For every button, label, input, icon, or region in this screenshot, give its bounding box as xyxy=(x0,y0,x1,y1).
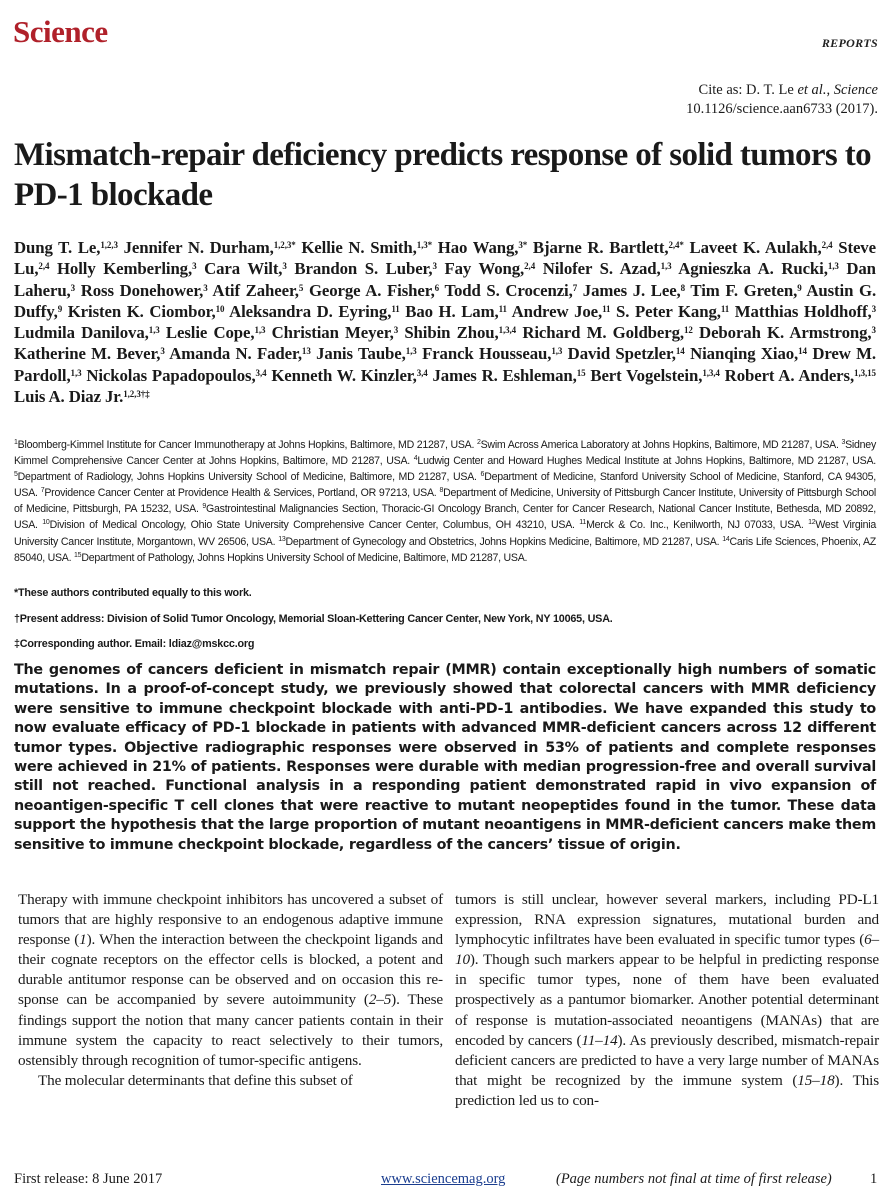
author-affiliation-marker: 3 xyxy=(871,303,876,314)
author-name: Brandon S. Luber,$^3$ xyxy=(294,259,437,279)
article-title: Mismatch-repair deficiency predicts response of solid tumors to PD-1 blockade xyxy=(14,137,872,213)
reference-citation[interactable]: 11–14 xyxy=(581,1031,618,1049)
author-affiliation-marker: 7 xyxy=(572,282,578,293)
author-affiliation-marker: 1,3 xyxy=(660,261,672,272)
author-affiliation-marker: 3 xyxy=(282,261,287,272)
author-name: Deborah K. Armstrong,$^3$ xyxy=(699,323,876,343)
affiliation-number: 1 xyxy=(14,439,18,446)
reference-citation[interactable]: 15–18 xyxy=(797,1071,835,1089)
author-name: Ross Donehower,$^3$ xyxy=(80,280,208,300)
author-name: Austin G. Duffy,$^9$ xyxy=(14,280,877,321)
affiliation-number: 2 xyxy=(476,439,481,446)
affiliation-text: West Virginia University Cancer Institute, Morgantown, WV 26506, USA. xyxy=(14,519,876,548)
author-name: James J. Lee,$^8$ xyxy=(582,280,686,300)
author-name: Aleksandra D. Eyring,$^{11}$ xyxy=(229,301,400,321)
author-affiliation-marker: 1,3,15 xyxy=(854,367,876,378)
affiliation-number: 6 xyxy=(480,471,485,479)
author-name: David Spetzler,$^{14}$ xyxy=(567,344,685,364)
author-affiliation-marker: 3 xyxy=(70,282,76,293)
author-affiliation-marker: 1,3 xyxy=(148,325,160,336)
author-name: James R. Eshleman,$^{15}$ xyxy=(432,365,586,385)
body-paragraph: Therapy with immune checkpoint inhibitors has uncovered a subset of tumors that are highly responsive to an endogenous adaptive immune response (1). When the interaction between the checkpoint ligands and their cognate receptors on the effector cells is blocked, a potent and durable antitumor response can be observed and on occasion this response can be accompanied by severe autoimmunity (2–5). These findings support the notion that many cancer patients contain in their immune system the capacity to react selectively to their tumors, ostensibly through recognition of tumor-specific antigens. xyxy=(18,891,443,1069)
author-name: Richard M. Goldberg,$^{12}$ xyxy=(522,323,693,343)
author-affiliation-marker: 12 xyxy=(684,325,693,336)
author-affiliation-marker: 3 xyxy=(393,325,399,336)
affiliation-number: 5 xyxy=(14,471,18,479)
affiliation-list xyxy=(14,437,876,566)
affiliation-number: 4 xyxy=(413,455,418,463)
affiliation-text: Department of Medicine, Stanford University School of Medicine, Stanford, CA 94305, USA. xyxy=(14,471,876,500)
body-column-right xyxy=(455,890,879,1111)
affiliation-number: 11 xyxy=(579,519,587,527)
author-name: Katherine M. Bever,$^3$ xyxy=(14,344,165,364)
author-affiliation-marker: 10 xyxy=(215,303,225,314)
affiliation-text: Providence Cancer Center at Providence Health & Services, Portland, OR 97213, USA. xyxy=(44,487,440,500)
author-affiliation-marker: 3 xyxy=(192,261,197,272)
author-affiliation-marker: 2,4* xyxy=(668,240,684,250)
cite-journal: Science xyxy=(833,82,878,98)
author-name: George A. Fisher,$^6$ xyxy=(308,280,440,300)
affiliation-text: Department of Gynecology and Obstetrics, Johns Hopkins Medicine, Baltimore, MD 21287, USA. xyxy=(285,535,723,548)
affiliation-text: Bloomberg-Kimmel Institute for Cancer Immunotherapy at Johns Hopkins, Baltimore, MD 21287, USA. xyxy=(17,439,477,451)
affiliation-number: 15 xyxy=(74,551,82,559)
affiliation-text: Department of Radiology, Johns Hopkins University School of Medicine, Baltimore, MD 21287, USA. xyxy=(17,471,481,484)
author-affiliation-marker: 1,3,4 xyxy=(702,367,720,378)
author-affiliation-marker: 2,4 xyxy=(524,261,536,272)
author-name: Bjarne R. Bartlett,$^{2,4*}$ xyxy=(532,238,684,257)
cite-prefix: Cite as: D. T. Le xyxy=(698,82,798,98)
affiliation-text: Merck & Co. Inc., Kenilworth, NJ 07033, USA. xyxy=(586,519,809,532)
author-name: Holly Kemberling,$^3$ xyxy=(56,259,197,279)
corresponding-author-note: ‡Corresponding author. Email: ldiaz@mskcc.org xyxy=(14,638,255,650)
author-affiliation-marker: 3 xyxy=(871,325,876,336)
cite-comma: , xyxy=(826,82,834,98)
author-affiliation-marker: 1,2,3 xyxy=(100,240,118,250)
author-affiliation-marker: 1,3 xyxy=(254,325,266,336)
affiliation-number: 8 xyxy=(439,487,444,495)
body-column-left xyxy=(18,890,443,1091)
author-affiliation-marker: 2,4 xyxy=(821,240,833,250)
affiliation-text: Division of Medical Oncology, Ohio State University Comprehensive Cancer Center, Columbus, OH 43210, USA. xyxy=(49,519,580,532)
author-name: Laveet K. Aulakh,$^{2,4}$ xyxy=(689,238,833,257)
reference-citation[interactable]: 2–5 xyxy=(368,991,392,1009)
journal-logo[interactable]: Science xyxy=(13,14,108,49)
present-address-note: †Present address: Division of Solid Tumor Oncology, Memorial Sloan-Kettering Cancer Center, New York, NY 10065, USA. xyxy=(14,613,613,625)
doi-line: 10.1126/science.aan6733 (2017). xyxy=(686,101,878,117)
author-affiliation-marker: 3 xyxy=(160,346,165,357)
author-name: Cara Wilt,$^3$ xyxy=(204,259,287,279)
affiliation-text: Caris Life Sciences, Phoenix, AZ 85040, USA. xyxy=(14,535,877,564)
affiliation-number: 7 xyxy=(40,487,45,495)
author-name: Nianqing Xiao,$^{14}$ xyxy=(690,344,807,364)
author-affiliation-marker: 8 xyxy=(680,282,686,293)
author-name: Fay Wong,$^{2,4}$ xyxy=(444,259,536,279)
author-name: Nilofer S. Azad,$^{1,3}$ xyxy=(542,259,672,279)
author-affiliation-marker: 9 xyxy=(797,282,802,293)
body-paragraph: tumors is still unclear, however several markers, including PD-L1 expression, RNA expression signatures, mutational burden and lymphocytic infiltrates have been evaluated in specific tumor types (6–10). Though such markers appear to be helpful in predicting response in specific tumor types, none of them have been evaluated prospectively as a pantumor biomarker. Another potential determinant of response is mutation-associated neoantigens (MANAs) that are encoded by cancers (11–14). As previously described, mismatch-repair deficient cancers are predicted to have a very large number of MANAs that might be recognized by the immune system (15–18). This prediction led us to con- xyxy=(455,891,879,1109)
author-name: Kenneth W. Kinzler,$^{3,4}$ xyxy=(271,365,428,385)
page-number: 1 xyxy=(870,1171,878,1187)
author-name: Todd S. Crocenzi,$^7$ xyxy=(444,280,578,300)
author-affiliation-marker: 1,3 xyxy=(70,367,82,378)
page-number-note-text: (Page numbers not final at time of first release) xyxy=(556,1171,832,1187)
affiliation-number: 13 xyxy=(278,535,286,543)
affiliation-number: 10 xyxy=(42,519,50,527)
author-name: Matthias Holdhoff,$^3$ xyxy=(734,301,876,321)
author-affiliation-marker: 3* xyxy=(518,240,528,250)
equal-contribution-note: *These authors contributed equally to this work. xyxy=(14,587,252,599)
author-name: Jennifer N. Durham,$^{1,2,3*}$ xyxy=(123,238,296,257)
cite-etal: et al. xyxy=(797,82,827,98)
author-affiliation-marker: 1,2,3* xyxy=(273,240,296,250)
affiliation-number: 14 xyxy=(722,535,730,543)
author-affiliation-marker: 15 xyxy=(576,367,586,378)
author-name: S. Peter Kang,$^{11}$ xyxy=(616,301,730,321)
author-affiliation-marker: 1,3 xyxy=(827,261,839,272)
author-name: Steve Lu,$^{2,4}$ xyxy=(14,238,876,279)
author-name: Hao Wang,$^{3*}$ xyxy=(437,238,528,257)
reference-citation[interactable]: 6–10 xyxy=(455,931,879,969)
section-label: REPORTS xyxy=(821,36,878,50)
journal-url-link[interactable]: www.sciencemag.org xyxy=(381,1171,506,1187)
affiliation-text: Gastrointestinal Malignancies Section, Thoracic-GI Oncology Branch, Center for Cancer Research, National Cancer Institute, Bethesda, MD 20892, USA. xyxy=(14,503,876,532)
author-name: Robert A. Anders,$^{1,3,15}$ xyxy=(724,365,876,385)
author-name: Nickolas Papadopoulos,$^{3,4}$ xyxy=(86,365,267,385)
author-affiliation-marker: 11 xyxy=(391,303,400,314)
author-affiliation-marker: 11 xyxy=(602,303,611,314)
reference-citation[interactable]: 1 xyxy=(79,931,87,949)
author-name: Shibin Zhou,$^{1,3,4}$ xyxy=(404,323,517,343)
author-name: Luis A. Diaz Jr.$^{1,2,3\dagger\ddagger}$ xyxy=(14,387,150,407)
author-name: Kellie N. Smith,$^{1,3*}$ xyxy=(301,238,433,257)
body-paragraph: The molecular determinants that define this subset of xyxy=(38,1071,353,1089)
author-name: Dung T. Le,$^{1,2,3}$ xyxy=(14,238,118,257)
affiliation-text: Department of Pathology, Johns Hopkins University School of Medicine, Baltimore, MD 21287, USA. xyxy=(81,551,528,564)
affiliation-number: 12 xyxy=(808,519,816,527)
author-affiliation-marker: 11 xyxy=(720,303,730,314)
author-affiliation-marker: 13 xyxy=(301,346,311,357)
author-name: Franck Housseau,$^{1,3}$ xyxy=(422,344,563,364)
author-name: Kristen K. Ciombor,$^{10}$ xyxy=(67,301,225,321)
author-name: Ludmila Danilova,$^{1,3}$ xyxy=(14,323,160,343)
author-name: Agnieszka A. Rucki,$^{1,3}$ xyxy=(678,259,839,279)
release-date: First release: 8 June 2017 xyxy=(14,1171,163,1187)
affiliation-text: Ludwig Center and Howard Hughes Medical Institute at Johns Hopkins, Baltimore, MD 21287, USA. xyxy=(417,455,876,468)
author-name: Amanda N. Fader,$^{13}$ xyxy=(169,344,311,364)
affiliation-number: 9 xyxy=(202,503,207,511)
author-affiliation-marker: 3 xyxy=(203,282,208,293)
citation-block xyxy=(686,81,878,119)
author-affiliation-marker: 1,3 xyxy=(405,346,417,357)
author-affiliation-marker: 9 xyxy=(57,303,63,314)
author-affiliation-marker: 6 xyxy=(434,282,440,293)
author-name: Tim F. Greten,$^9$ xyxy=(690,280,802,300)
author-name: Christian Meyer,$^3$ xyxy=(271,323,399,343)
author-affiliation-marker: 11 xyxy=(498,303,507,314)
author-affiliation-marker: 3,4 xyxy=(416,367,428,378)
author-affiliation-marker: 14 xyxy=(798,346,807,357)
author-affiliation-marker: 3,4 xyxy=(255,367,267,378)
author-affiliation-marker: 5 xyxy=(298,282,304,293)
affiliation-text: Department of Medicine, University of Pittsburgh Cancer Institute, University of Pittsburgh School of Medicine, Pittsburgh, PA 15232, USA. xyxy=(14,487,876,516)
author-affiliation-marker: 1,3* xyxy=(416,240,433,250)
author-name: Bert Vogelstein,$^{1,3,4}$ xyxy=(590,365,720,385)
author-affiliation-marker: 1,3,4 xyxy=(498,325,517,336)
author-list xyxy=(14,237,876,407)
author-affiliation-marker: 2,4 xyxy=(38,261,50,272)
author-affiliation-marker: 1,2,3†‡ xyxy=(123,389,150,400)
author-affiliation-marker: 3 xyxy=(432,261,437,272)
author-name: Dan Laheru,$^3$ xyxy=(14,259,876,300)
author-name: Atif Zaheer,$^5$ xyxy=(212,280,304,300)
affiliation-number: 3 xyxy=(841,439,846,446)
affiliation-text: Swim Across America Laboratory at Johns Hopkins, Baltimore, MD 21287, USA. xyxy=(480,439,842,451)
author-affiliation-marker: 14 xyxy=(675,346,685,357)
affiliation-text: Sidney Kimmel Comprehensive Cancer Center at Johns Hopkins, Baltimore, MD 21287, USA. xyxy=(14,439,876,468)
author-name: Andrew Joe,$^{11}$ xyxy=(511,301,611,321)
citation-line xyxy=(686,81,878,100)
abstract: The genomes of cancers deficient in mismatch repair (MMR) contain exceptionally high numbers of somatic mutations. In a proof-of-concept study, we previously showed that colorectal cancers with MMR deficiency were sensitive to immune checkpoint blockade with anti-PD-1 antibodies. We have expanded this study to now evaluate efficacy of PD-1 blockade in patients with advanced MMR-deficient cancers across 12 different tumor types. Objective radiographic responses were observed in 53% of patients and complete responses were achieved in 21% of patients. Responses were durable with median progression-free and overall survival still not reached. Functional analysis in a responding patient demonstrated rapid in vivo expansion of neoantigen-specific T cell clones that were reactive to mutant neopeptides found in the tumor. These data support the hypothesis that the large proportion of mutant neoantigens in MMR-deficient cancers make them sensitive to immune checkpoint blockade, regardless of the cancers’ tissue of origin. xyxy=(14,662,876,853)
author-name: Bao H. Lam,$^{11}$ xyxy=(405,301,507,321)
author-name: Leslie Cope,$^{1,3}$ xyxy=(165,323,266,343)
author-name: Janis Taube,$^{1,3}$ xyxy=(316,344,417,364)
author-name: Drew M. Pardoll,$^{1,3}$ xyxy=(14,344,876,385)
author-affiliation-marker: 1,3 xyxy=(551,346,563,357)
page-number-note xyxy=(556,1171,832,1188)
